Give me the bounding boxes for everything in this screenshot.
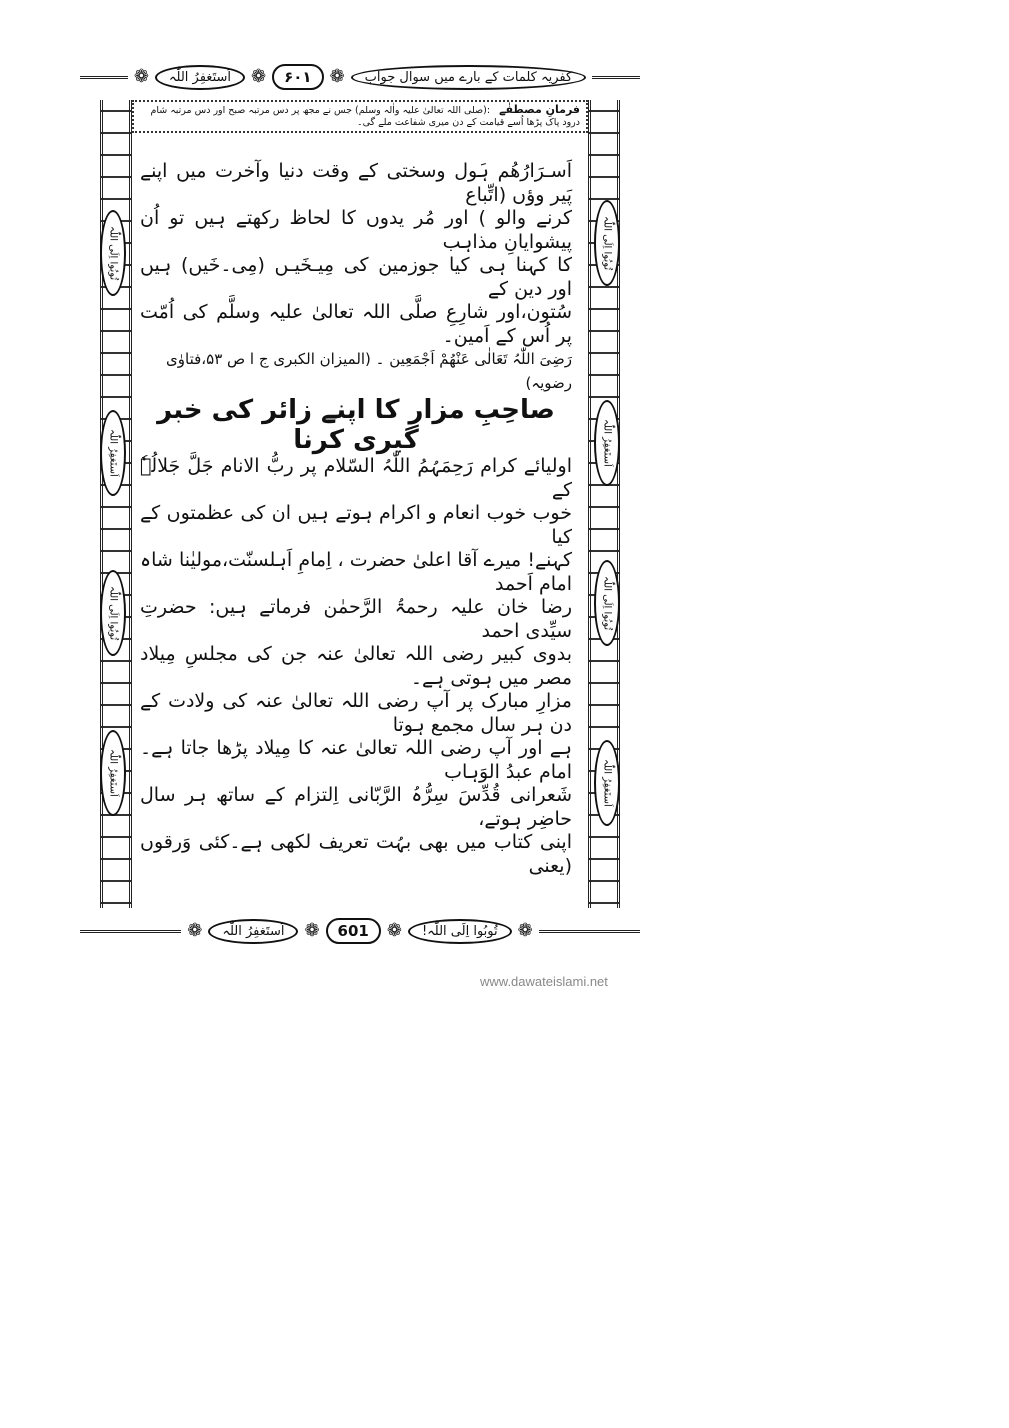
flower-icon: ❁: [133, 66, 149, 87]
footer-bar: [80, 916, 640, 946]
text-line: مزارِ مبارک پر آپ رضی اللہ تعالیٰ عنہ کی ولادت کے دن ہر سال مجمع ہوتا: [140, 690, 572, 736]
page-body: [140, 160, 572, 878]
header-page-number: ۶۰۱: [272, 64, 323, 90]
side-label-right: اَستَغفِرُ اللّٰہ: [594, 740, 620, 826]
text-line: اپنی کتاب میں بھی بہُت تعریف لکھی ہے۔کئی وَرقوں (یعنی: [140, 831, 572, 877]
side-label-left: اَستَغفِرُ اللّٰہ: [100, 410, 126, 496]
text-line: کا کہنا ہی کیا جوزمین کی مِیـخَیـں (مِی۔خَیں) ہیں اور دین کے: [140, 254, 572, 300]
text-line: خوب خوب انعام و اکرام ہوتے ہیں ان کی عظمتوں کے کیا: [140, 502, 572, 548]
reference-line: رَضِیَ اللّٰہُ تَعَالٰی عَنْهُمْ اَجْمَعِین ۔ (المیزان الکبری ج ا ص ۵۳،فتاوٰی رضویہ): [166, 350, 572, 392]
side-label-left: اَستَغفِرُ اللّٰہ: [100, 730, 126, 816]
text-line: اَسـرَارُھُم ہَول وسختی کے وقت دنیا وآخرت میں اپنے پَیر وؤں (اتِّباع: [140, 160, 572, 206]
flower-icon: ❁: [517, 920, 533, 941]
side-label-left: تُوبُوا اِلَی اللّٰہ: [100, 210, 126, 296]
divider: [80, 76, 128, 79]
flower-icon: ❁: [386, 920, 402, 941]
text-line: بدوی کبیر رضی اللہ تعالیٰ عنہ جن کی مجلسِ مِیلاد مصر میں ہوتی ہے۔: [140, 643, 572, 689]
header-istighfar: اَستَغفِرُ اللّٰہ: [155, 65, 245, 90]
footer-tauba: تُوبُوا اِلَی اللّٰہ!: [408, 919, 512, 944]
text-line: کرنے والو ) اور مُر یدوں کا لحاظ رکھتے ہیں تو اُن پیشوایانِ مذاہب: [140, 207, 572, 253]
flower-icon: ❁: [251, 66, 267, 87]
flower-icon: ❁: [304, 920, 320, 941]
text-line: کہنے! میرے آقا اعلیٰ حضرت ، اِمامِ اَہلسنّت،مولیٰنا شاہ امام اَحمد: [140, 549, 572, 595]
website-url: www.dawateislami.net: [480, 974, 608, 989]
footer-page-number: 601: [326, 918, 381, 944]
divider: [592, 76, 640, 79]
header-bar: [80, 62, 640, 92]
page-frame: [100, 60, 620, 948]
notice-label: فرمانِ مصطفٰے: [499, 103, 580, 116]
notice-text: :(صلی اللہ تعالیٰ علیہ واٰلہ وسلم) جس نے مجھ پر دس مرتبہ صبح اور دس مرتبہ شام درود پاک پڑھا اُسے قیامت کے دن میری شفاعت ملے گی۔: [150, 105, 580, 128]
text-line: اولیائے کرام رَحِمَہُمُ اللّٰہُ السّلام پر ربُّ الانام جَلَّ جَلالُہٗ کے: [140, 455, 572, 501]
divider: [80, 930, 181, 933]
book-title: کفریہ کلمات کے بارے میں سوال جواب: [351, 65, 587, 90]
text-line: ہے اور آپ رضی اللہ تعالیٰ عنہ کا مِیلاد پڑھا جاتا ہے۔امام عبدُ الوَہاب: [140, 737, 572, 783]
text-line: شَعرانی قُدِّسَ سِرُّہُ الرَّبّانی اِلتزام کے ساتھ ہر سال حاضِر ہوتے،: [140, 784, 572, 830]
flower-icon: ❁: [329, 66, 345, 87]
side-label-right: تُوبُوا اِلَی اللّٰہ: [594, 200, 620, 286]
text-line: رضا خان علیہ رحمۃُ الرَّحمٰن فرماتے ہیں: حضرتِ سیِّدی احمد: [140, 596, 572, 642]
section-heading: صاحِبِ مزار کا اپنے زائر کی خبر گیری کرنا: [157, 395, 555, 455]
notice-box: [132, 100, 588, 133]
footer-istighfar: اَستَغفِرُ اللّٰہ: [208, 919, 298, 944]
divider: [539, 930, 640, 933]
side-label-right: تُوبُوا اِلَی اللّٰہ: [594, 560, 620, 646]
text-line: سُتون،اور شارِعِ صلَّی اللہ تعالیٰ علیہ وسلَّم کی اُمّت پر اُس کے اَمین۔: [140, 301, 572, 347]
flower-icon: ❁: [187, 920, 203, 941]
side-label-left: تُوبُوا اِلَی اللّٰہ: [100, 570, 126, 656]
side-label-right: اَستَغفِرُ اللّٰہ: [594, 400, 620, 486]
